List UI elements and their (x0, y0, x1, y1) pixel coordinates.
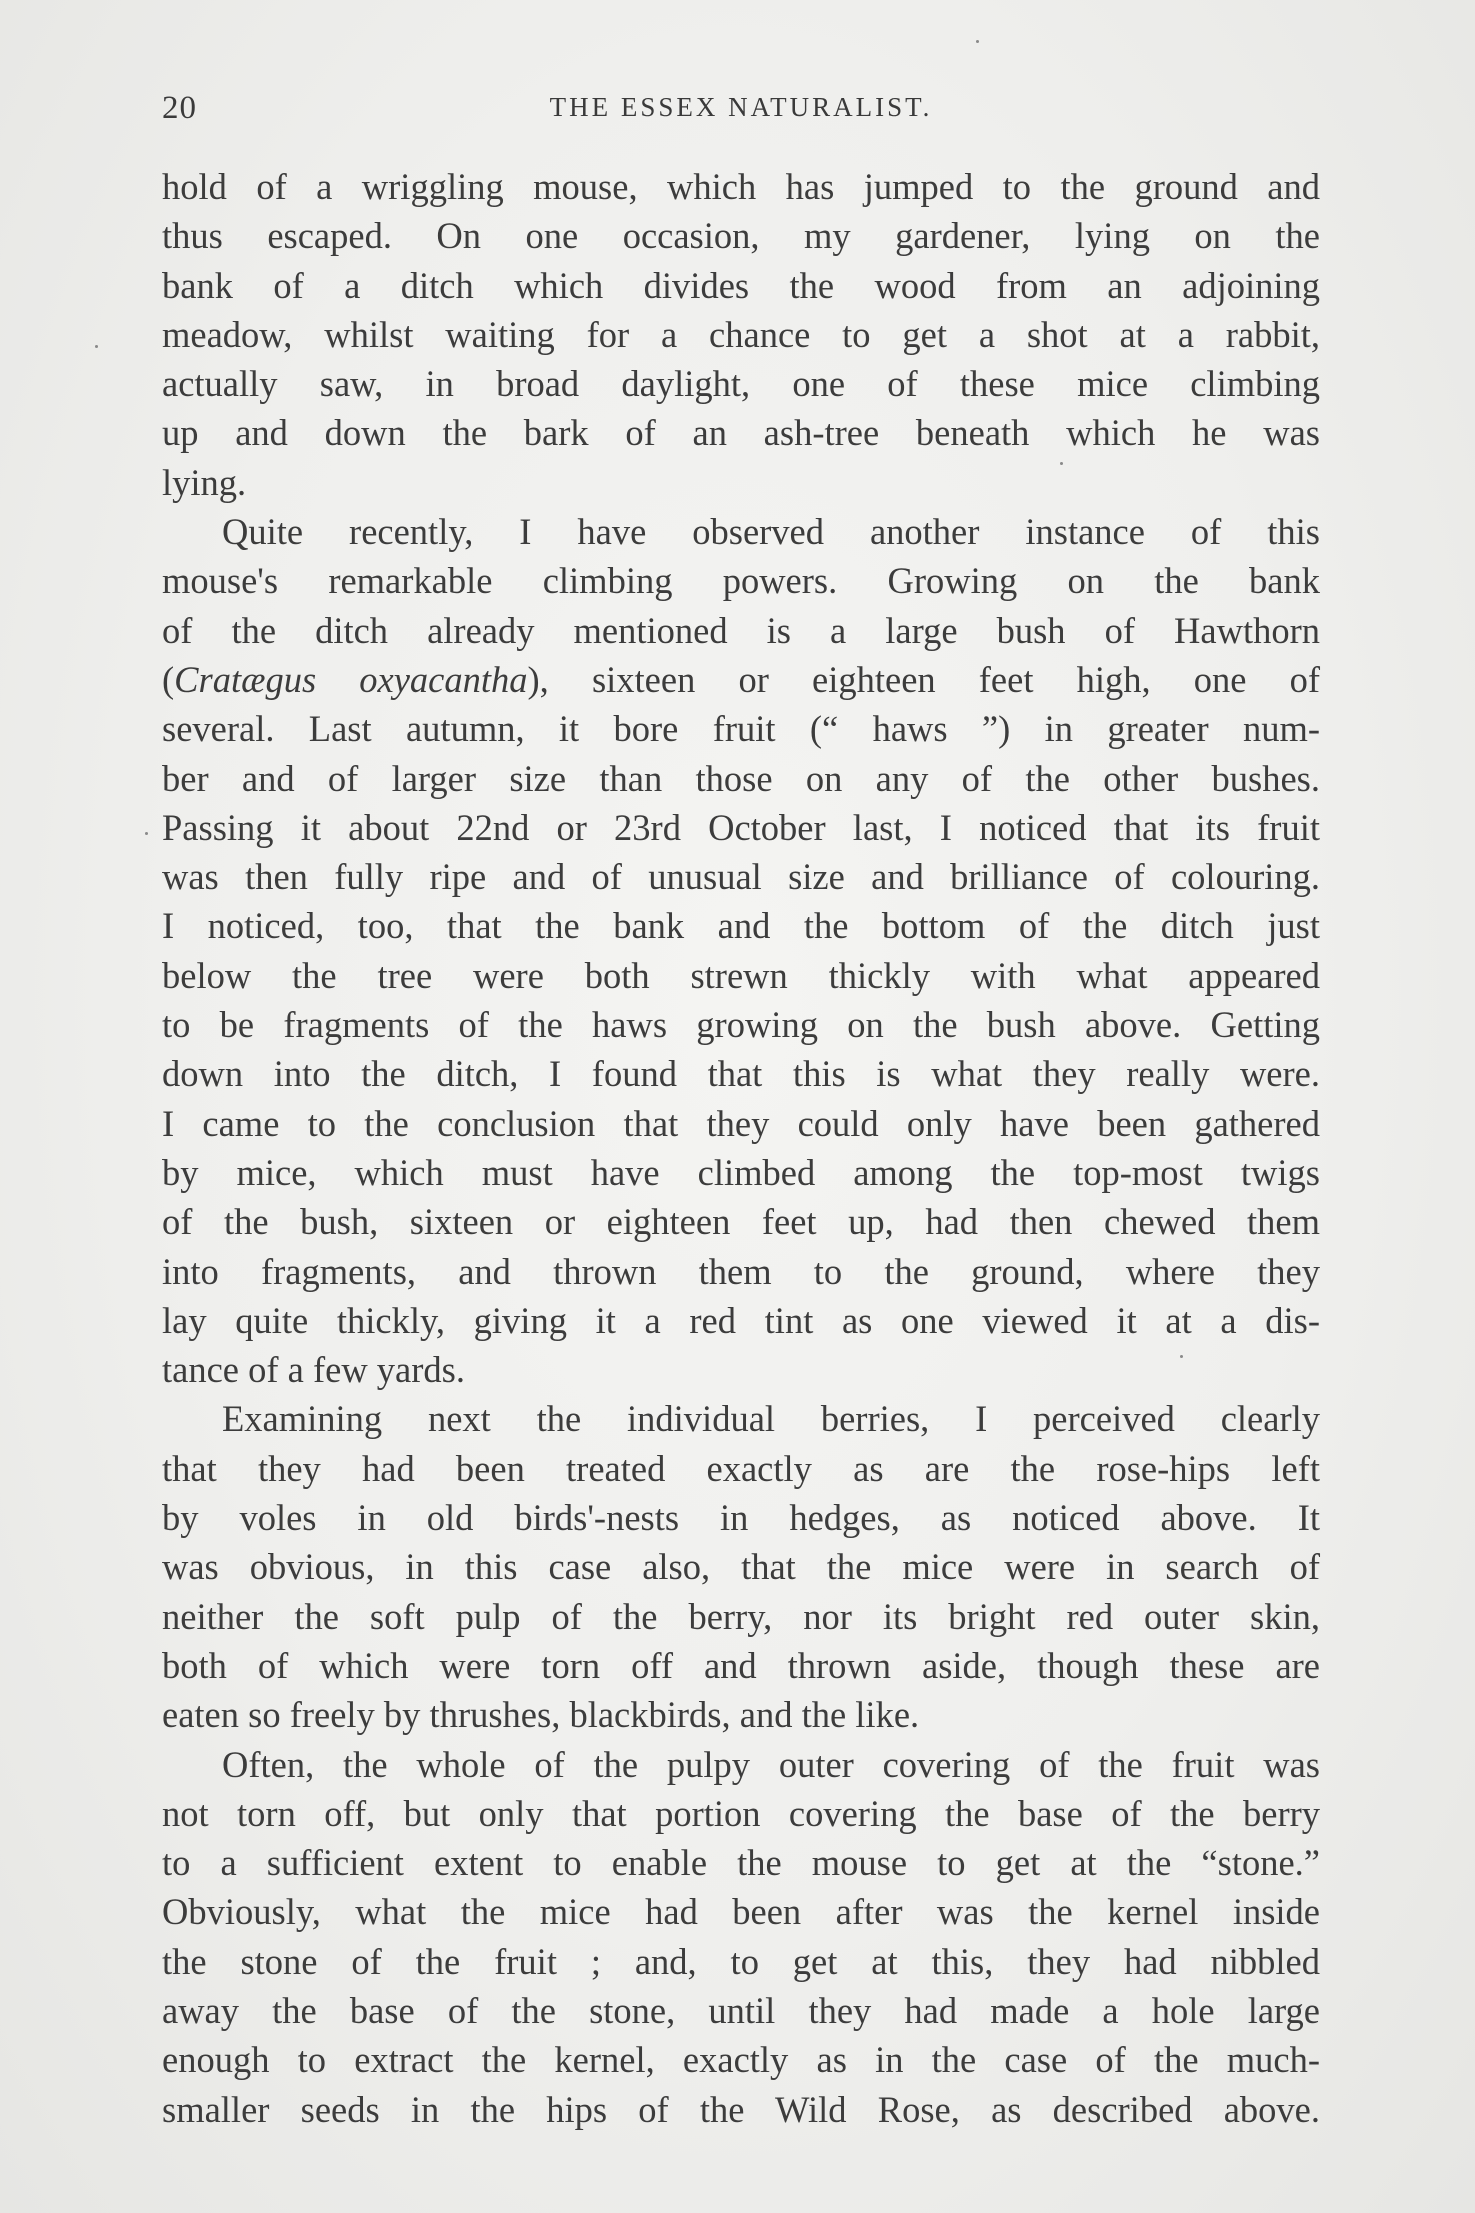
text-line: that they had been treated exactly as are the rose-hips left (162, 1447, 1320, 1489)
text-line: I came to the conclusion that they could only have been gathered (162, 1102, 1320, 1144)
text-line: into fragments, and thrown them to the ground, where they (162, 1250, 1320, 1292)
text-line: thus escaped. On one occasion, my gardener, lying on the (162, 215, 1320, 257)
text-line: Examining next the individual berries, I perceived clearly (222, 1398, 1320, 1440)
text-line: by voles in old birds'-nests in hedges, as noticed above. It (162, 1497, 1320, 1539)
running-head: THE ESSEX NATURALIST. (549, 92, 933, 122)
page-number: 20 (162, 90, 197, 126)
paragraph-3 (162, 1394, 1320, 1739)
text-line: the stone of the fruit ; and, to get at this, they had nibbled (162, 1940, 1320, 1982)
text-line: meadow, whilst waiting for a chance to get a shot at a rabbit, (162, 313, 1320, 355)
text-line-species: (Cratægus oxyacantha), sixteen or eighteen feet high, one of (162, 658, 1320, 700)
paragraph-2 (162, 507, 1320, 1394)
text-line: tance of a few yards. (162, 1349, 465, 1391)
text-line: Often, the whole of the pulpy outer covering of the fruit was (222, 1743, 1320, 1785)
print-speck (95, 345, 98, 348)
text-line: away the base of the stone, until they had made a hole large (162, 1989, 1320, 2031)
text-line: neither the soft pulp of the berry, nor its bright red outer skin, (162, 1595, 1320, 1637)
text-line: Obviously, what the mice had been after was the kernel inside (162, 1891, 1320, 1933)
text-line: of the bush, sixteen or eighteen feet up, had then chewed them (162, 1201, 1320, 1243)
text-line: eaten so freely by thrushes, blackbirds, and the like. (162, 1694, 920, 1736)
text-line: to be fragments of the haws growing on the bush above. Getting (162, 1004, 1320, 1046)
species-name: Cratægus oxyacantha (174, 658, 528, 700)
text-line: ber and of larger size than those on any of the other bushes. (162, 757, 1320, 799)
text-line: enough to extract the kernel, exactly as in the case of the much- (162, 2039, 1320, 2081)
text-line: both of which were torn off and thrown aside, though these are (162, 1644, 1320, 1686)
paragraph-4 (162, 1740, 1320, 2134)
print-speck (976, 40, 979, 43)
text-line: of the ditch already mentioned is a large bush of Hawthorn (162, 609, 1320, 651)
text-line: lying. (162, 461, 247, 503)
text-line: by mice, which must have climbed among the top-most twigs (162, 1151, 1320, 1193)
text-line: bank of a ditch which divides the wood from an adjoining (162, 264, 1320, 306)
print-speck (1060, 462, 1063, 465)
text-line: hold of a wriggling mouse, which has jumped to the ground and (162, 166, 1320, 207)
text-line: several. Last autumn, it bore fruit (“ haws ”) in greater num- (162, 708, 1320, 750)
text-line: mouse's remarkable climbing powers. Growing on the bank (162, 560, 1320, 602)
paragraph-1 (162, 162, 1320, 507)
text-line: to a sufficient extent to enable the mouse to get at the “stone.” (162, 1842, 1320, 1884)
text-line: smaller seeds in the hips of the Wild Rose, as described above. (162, 2088, 1320, 2130)
text-line: was obvious, in this case also, that the mice were in search of (162, 1546, 1320, 1588)
text-line: Passing it about 22nd or 23rd October last, I noticed that its fruit (162, 806, 1320, 848)
text-line: Quite recently, I have observed another instance of this (222, 511, 1320, 553)
text-line: up and down the bark of an ash-tree beneath which he was (162, 412, 1320, 454)
text-line: was then fully ripe and of unusual size and brilliance of colouring. (162, 856, 1320, 898)
text-line: below the tree were both strewn thickly with what appeared (162, 954, 1320, 996)
text-line: lay quite thickly, giving it a red tint as one viewed it at a dis- (162, 1299, 1320, 1341)
print-speck (1180, 1355, 1183, 1358)
text-line: I noticed, too, that the bank and the bottom of the ditch just (162, 905, 1320, 947)
text-line: actually saw, in broad daylight, one of these mice climbing (162, 363, 1320, 405)
page-header (162, 90, 1320, 130)
print-speck (145, 832, 148, 835)
text-line: not torn off, but only that portion covering the base of the berry (162, 1792, 1320, 1834)
body-text (162, 162, 1320, 2134)
text-line: down into the ditch, I found that this is what they really were. (162, 1053, 1320, 1095)
